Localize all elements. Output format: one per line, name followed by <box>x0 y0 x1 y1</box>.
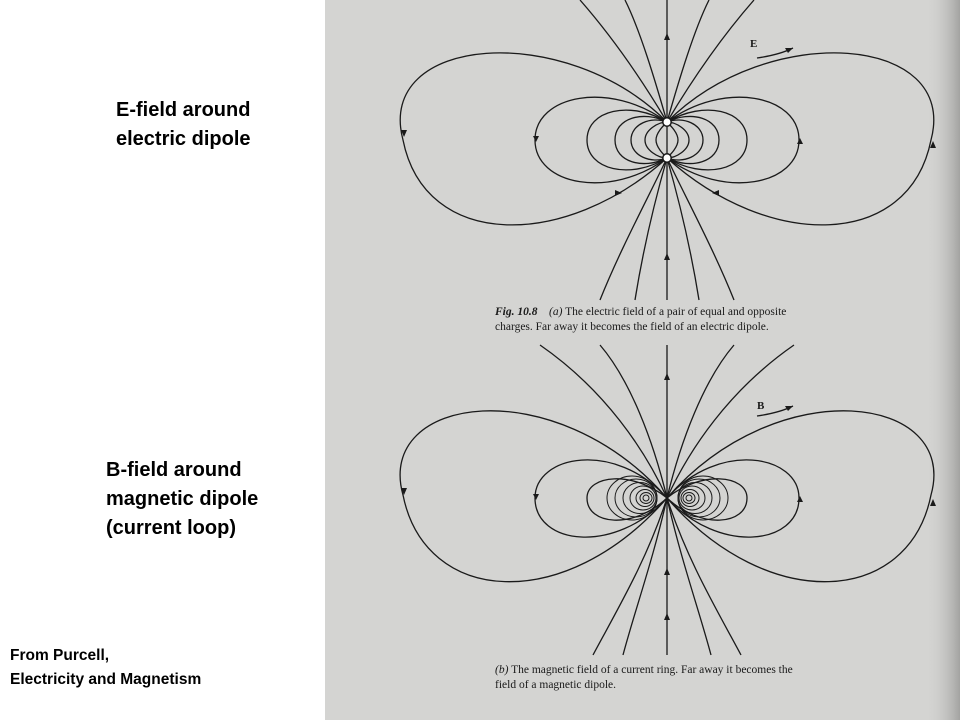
figure-b-part: (b) <box>495 664 509 676</box>
figure-a-part: (a) <box>549 306 563 318</box>
b-field-label-line-1: B-field around <box>106 459 242 481</box>
scanned-book-page <box>325 0 960 720</box>
negative-charge <box>663 154 671 162</box>
positive-charge <box>663 118 671 126</box>
figure-b-caption <box>495 663 793 693</box>
b-field-label <box>106 456 258 543</box>
source-citation-line-2: Electricity and Magnetism <box>10 671 202 688</box>
figure-b-caption-line-1 <box>495 663 793 678</box>
figure-a-caption <box>495 305 786 335</box>
figure-number: Fig. 10.8 <box>495 306 538 318</box>
e-field-label <box>116 96 251 154</box>
magnetic-dipole-figure <box>400 345 936 655</box>
figure-a-caption-text-2: charges. Far away it becomes the field of an electric dipole. <box>495 321 769 333</box>
figure-a-caption-line-1 <box>495 305 786 320</box>
b-field-symbol: B <box>757 400 765 412</box>
figure-a-caption-text-1: The electric field of a pair of equal and opposite <box>565 306 787 318</box>
b-field-open-lines <box>540 345 794 655</box>
b-field-label-line-2: magnetic dipole <box>106 488 259 510</box>
figure-b-caption-text-1: The magnetic field of a current ring. Far away it becomes the <box>511 664 793 676</box>
source-citation-line-1: From Purcell, <box>10 647 110 664</box>
page-edge-shadow <box>925 0 960 720</box>
field-line-figures <box>325 0 960 720</box>
e-direction-arrow <box>757 48 793 58</box>
e-field-arrowheads <box>401 33 936 260</box>
e-field-symbol: E <box>750 38 758 50</box>
figure-b-caption-text-2: field of a magnetic dipole. <box>495 679 617 691</box>
electric-dipole-figure <box>400 0 936 300</box>
e-field-label-line-2: electric dipole <box>116 128 251 150</box>
source-citation <box>10 644 201 692</box>
e-field-label-line-1: E-field around <box>116 99 251 121</box>
b-field-label-line-3: (current loop) <box>106 517 236 539</box>
